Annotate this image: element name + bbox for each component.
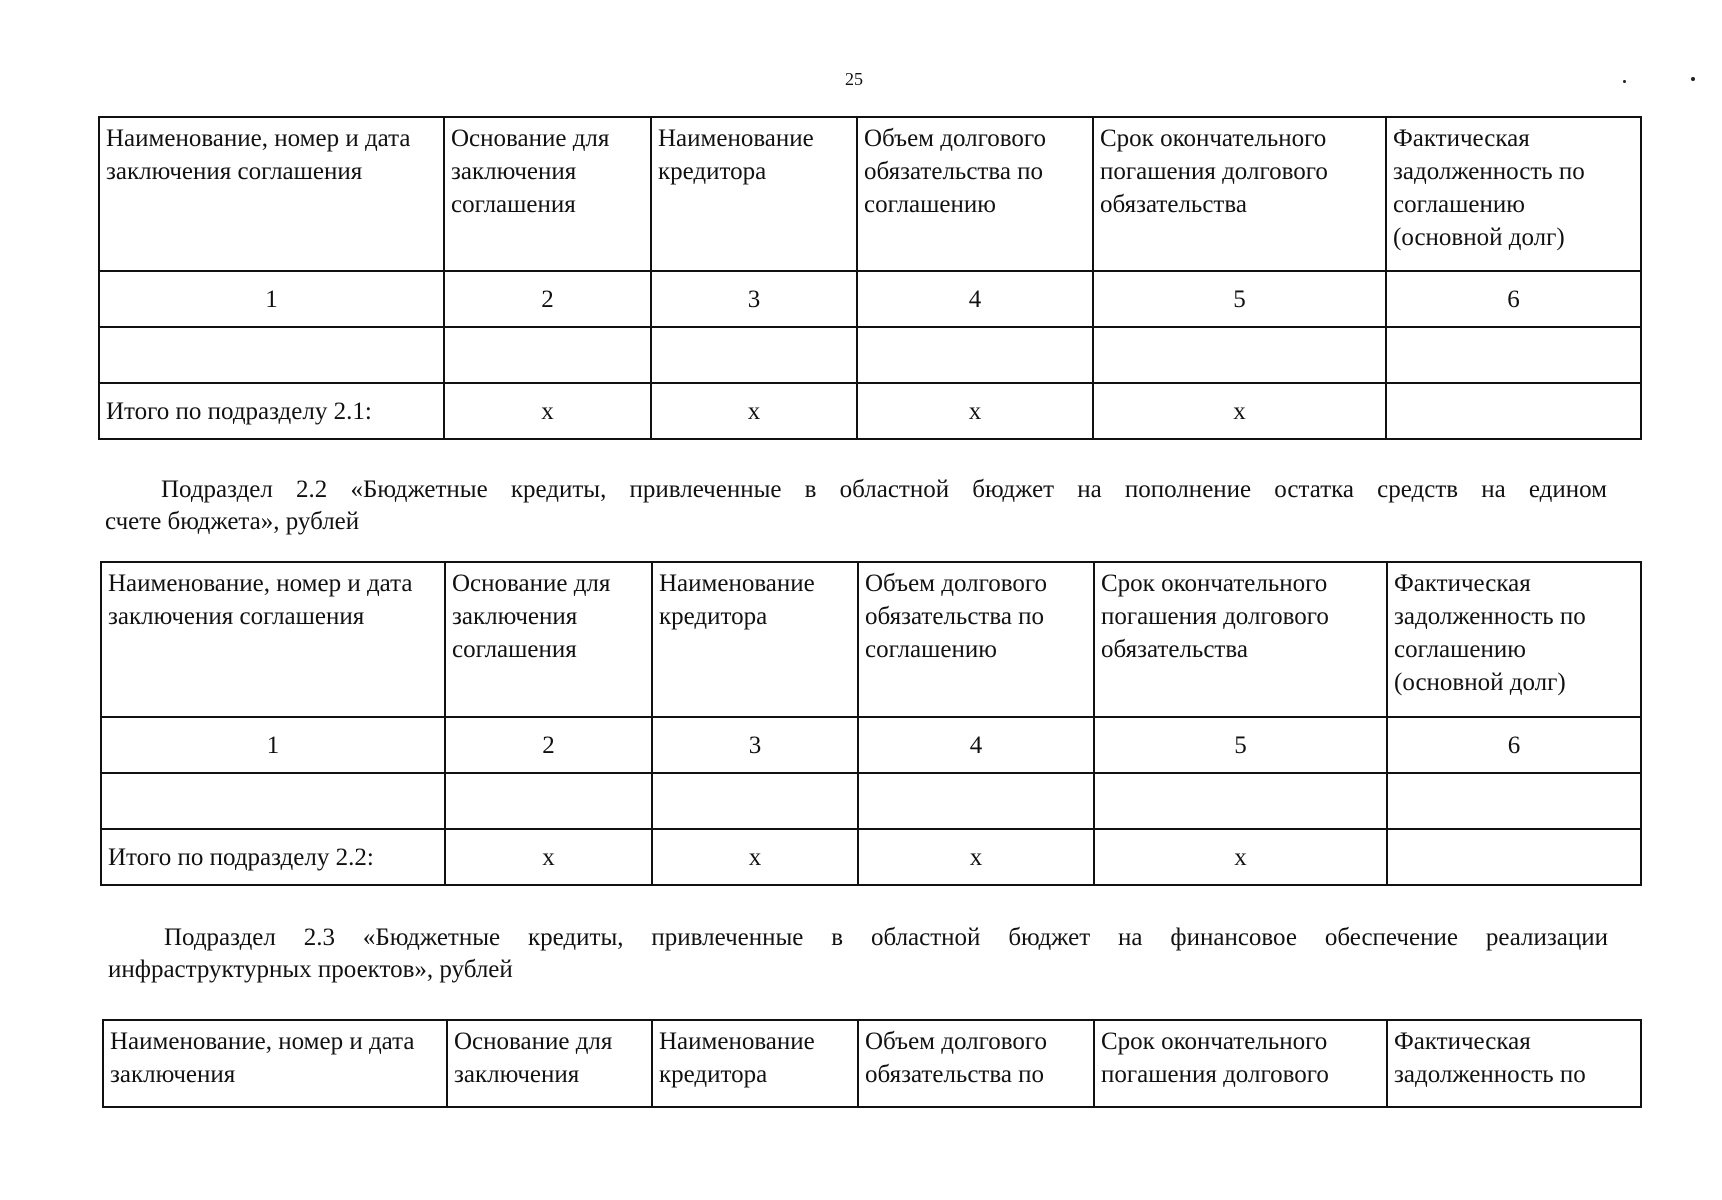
column-number: 4 xyxy=(857,271,1093,327)
column-number: 6 xyxy=(1386,271,1641,327)
table-subsection-2-3 xyxy=(102,1019,1642,1108)
column-header: Наименование, номер и дата заключения соглашения xyxy=(101,562,445,717)
table-header-row xyxy=(99,117,1641,271)
x-mark: х xyxy=(1093,383,1386,439)
total-label: Итого по подразделу 2.2: xyxy=(101,829,445,885)
scan-speck xyxy=(1691,77,1695,81)
column-header: Основание для заключения соглашения xyxy=(445,562,652,717)
column-header: Объем долгового обязательства по соглашению xyxy=(857,117,1093,271)
table-cell xyxy=(1093,327,1386,383)
column-number: 1 xyxy=(101,717,445,773)
total-value-cell xyxy=(1387,829,1641,885)
column-header: Фактическая задолженность по соглашению (основной долг) xyxy=(1387,562,1641,717)
column-header: Наименование кредитора xyxy=(652,1020,858,1107)
empty-data-row xyxy=(101,773,1641,829)
column-header: Основание для заключения соглашения xyxy=(444,117,651,271)
table-header-row xyxy=(101,562,1641,717)
column-header: Срок окончательного погашения долгового xyxy=(1094,1020,1387,1107)
column-number-row xyxy=(99,271,1641,327)
column-number: 5 xyxy=(1094,717,1387,773)
column-number-row xyxy=(101,717,1641,773)
column-header: Наименование, номер и дата заключения xyxy=(103,1020,447,1107)
column-number: 3 xyxy=(651,271,857,327)
table-subsection-2-2 xyxy=(100,561,1642,886)
x-mark: х xyxy=(858,829,1094,885)
table-cell xyxy=(652,773,858,829)
column-number: 2 xyxy=(444,271,651,327)
table-cell xyxy=(99,327,444,383)
heading-line: Подраздел 2.3 «Бюджетные кредиты, привлеченные в областной бюджет на финансовое обеспечение реализации xyxy=(164,924,1608,951)
column-header: Фактическая задолженность по соглашению (основной долг) xyxy=(1386,117,1641,271)
x-mark: х xyxy=(444,383,651,439)
column-header: Наименование, номер и дата заключения соглашения xyxy=(99,117,444,271)
table-header-row xyxy=(103,1020,1641,1107)
x-mark: х xyxy=(445,829,652,885)
table-cell xyxy=(1094,773,1387,829)
column-number: 6 xyxy=(1387,717,1641,773)
heading-line: Подраздел 2.2 «Бюджетные кредиты, привлеченные в областной бюджет на пополнение остатка средств на едином xyxy=(161,476,1607,503)
x-mark: х xyxy=(651,383,857,439)
table-cell xyxy=(651,327,857,383)
column-header: Объем долгового обязательства по соглашению xyxy=(858,562,1094,717)
table-cell xyxy=(858,773,1094,829)
subsection-2-2-heading xyxy=(105,474,1607,538)
x-mark: х xyxy=(1094,829,1387,885)
column-header: Фактическая задолженность по xyxy=(1387,1020,1641,1107)
column-header: Наименование кредитора xyxy=(651,117,857,271)
x-mark: х xyxy=(857,383,1093,439)
column-number: 1 xyxy=(99,271,444,327)
heading-line: счете бюджета», рублей xyxy=(105,508,360,535)
column-number: 5 xyxy=(1093,271,1386,327)
table-cell xyxy=(857,327,1093,383)
table-cell xyxy=(1387,773,1641,829)
heading-line: инфраструктурных проектов», рублей xyxy=(108,956,513,983)
subsection-2-3-heading xyxy=(108,922,1608,986)
total-row xyxy=(101,829,1641,885)
total-label: Итого по подразделу 2.1: xyxy=(99,383,444,439)
total-row xyxy=(99,383,1641,439)
table-cell xyxy=(445,773,652,829)
column-number: 2 xyxy=(445,717,652,773)
column-header: Объем долгового обязательства по xyxy=(858,1020,1094,1107)
column-header: Основание для заключения xyxy=(447,1020,652,1107)
x-mark: х xyxy=(652,829,858,885)
column-number: 3 xyxy=(652,717,858,773)
column-header: Срок окончательного погашения долгового обязательства xyxy=(1094,562,1387,717)
table-cell xyxy=(1386,327,1641,383)
page-number: 25 xyxy=(845,69,863,89)
column-number: 4 xyxy=(858,717,1094,773)
total-value-cell xyxy=(1386,383,1641,439)
table-subsection-2-1 xyxy=(98,116,1642,440)
empty-data-row xyxy=(99,327,1641,383)
table-cell xyxy=(101,773,445,829)
column-header: Срок окончательного погашения долгового обязательства xyxy=(1093,117,1386,271)
column-header: Наименование кредитора xyxy=(652,562,858,717)
scan-speck xyxy=(1623,80,1626,83)
table-cell xyxy=(444,327,651,383)
